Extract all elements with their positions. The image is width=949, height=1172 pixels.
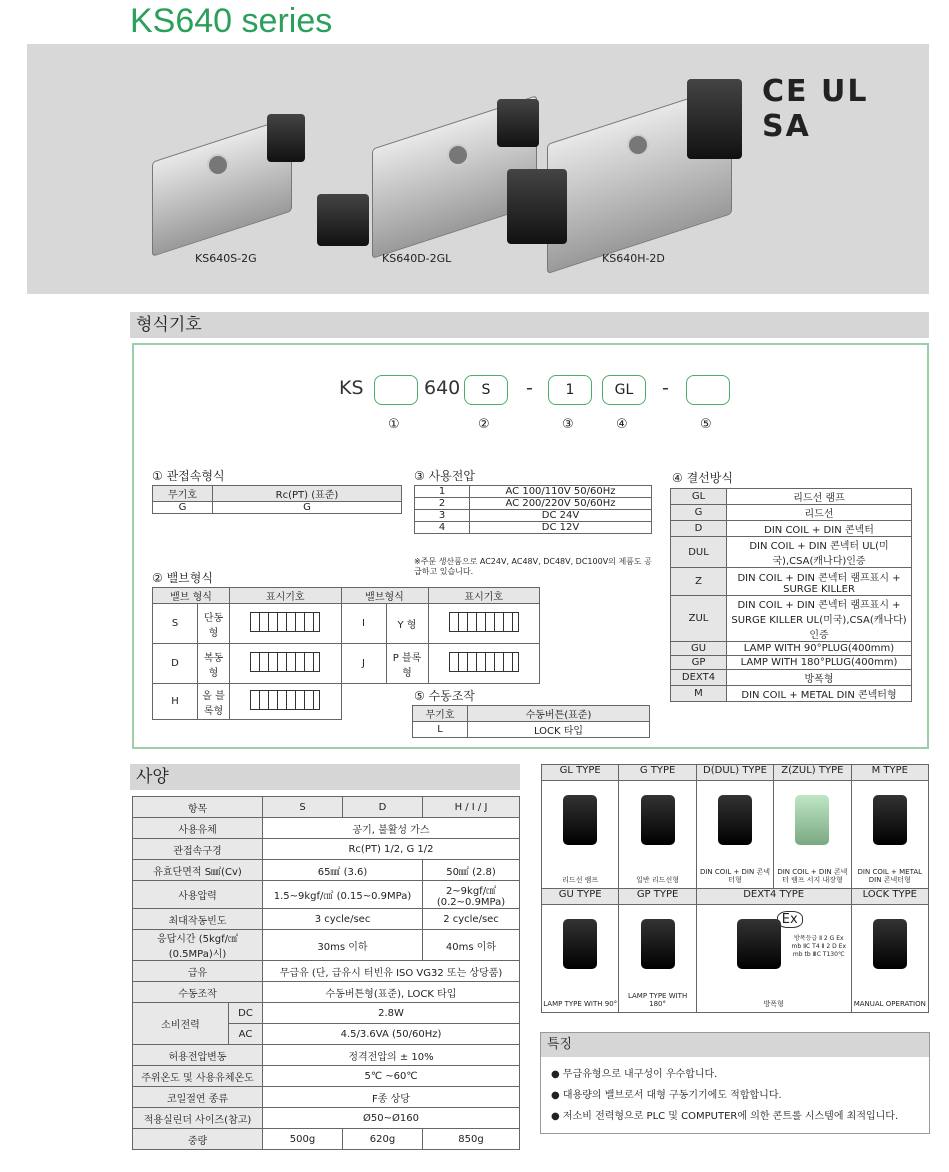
cell: 표시기호 — [230, 588, 342, 604]
cell: DC 12V — [470, 522, 652, 534]
din-coil-icon — [718, 795, 752, 845]
cell: 1 — [415, 486, 470, 498]
product-label-2: KS640D-2GL — [382, 252, 452, 265]
type-caption: 일반 리드선형 — [636, 876, 679, 884]
feature-item: ● 저소비 전력형으로 PLC 및 COMPUTER에 의한 콘트롤 시스템에 최적입니다. — [551, 1111, 899, 1122]
cell: DEXT4 TYPE — [696, 889, 851, 905]
code-slot-5 — [686, 375, 730, 405]
cell: 리드선 램프 — [727, 489, 912, 505]
cell: AC — [229, 1024, 263, 1045]
cell: 50㎟ (2.8) — [423, 860, 520, 881]
gp-coil-icon — [641, 919, 675, 969]
section-header-spec: 사양 — [130, 764, 520, 790]
code-dash: - — [526, 377, 533, 399]
cell: 2.8W — [263, 1003, 520, 1024]
cell: 급유 — [133, 961, 263, 982]
g-coil-icon — [641, 795, 675, 845]
section-header-model: 형식기호 — [130, 312, 929, 338]
cell: Rc(PT) 1/2, G 1/2 — [263, 839, 520, 860]
dext4-rating: 방폭등급 Ⅱ 2 G Ex mb ⅡC T4 Ⅱ 2 D Ex mb tb ⅢC T130℃ — [791, 935, 847, 958]
code-num-2: ② — [478, 417, 490, 432]
cell: DIN COIL + DIN 콘넥터 — [727, 521, 912, 537]
cell: M TYPE — [851, 765, 928, 781]
type-caption: LAMP TYPE WITH 90° — [543, 1000, 618, 1008]
cell: GP TYPE — [619, 889, 696, 905]
cell: DIN COIL + DIN 콘넥터 UL(미국),CSA(캐나다)인증 — [727, 537, 912, 568]
cell: GU — [671, 642, 727, 656]
type-caption: LAMP TYPE WITH 180° — [627, 992, 688, 1008]
cell: 최대작동빈도 — [133, 909, 263, 930]
cell: 40ms 이하 — [423, 930, 520, 961]
coil-image — [267, 114, 305, 162]
cell: 4 — [415, 522, 470, 534]
cell: Y 형 — [386, 604, 428, 644]
cell: 정격전압의 ± 10% — [263, 1045, 520, 1066]
cell: 620g — [343, 1129, 423, 1150]
cell: 3 — [415, 510, 470, 522]
cell: 밸브 형식 — [153, 588, 230, 604]
product-banner — [27, 44, 929, 294]
coil-image — [497, 99, 539, 147]
cell: 무급유 (단, 급유시 터빈유 ISO VG32 또는 상당품) — [263, 961, 520, 982]
valve-symbol-icon — [250, 612, 320, 632]
cell: DUL — [671, 537, 727, 568]
code-num-5: ⑤ — [700, 417, 712, 432]
cell: 1.5~9kgf/㎠ (0.15~0.9MPa) — [263, 881, 423, 909]
gu-coil-icon — [563, 919, 597, 969]
voltage-table — [414, 485, 652, 534]
manual-table — [412, 705, 650, 738]
cell: D — [671, 521, 727, 537]
cell: G — [153, 502, 213, 514]
cell: 2~9kgf/㎠ (0.2~0.9MPa) — [423, 881, 520, 909]
cell: 단동형 — [198, 604, 230, 644]
cell: GP — [671, 656, 727, 670]
product-label-1: KS640S-2G — [195, 252, 257, 265]
gl-coil-icon — [563, 795, 597, 845]
cell: 30ms 이하 — [263, 930, 423, 961]
cell: 무기호 — [413, 706, 468, 722]
lock-coil-icon — [873, 919, 907, 969]
type-caption: DIN COIL + DIN 콘넥터 램프 서지 내장형 — [777, 868, 848, 884]
cell: 수동버튼(표준) — [468, 706, 650, 722]
features-box — [540, 1032, 930, 1134]
type-caption: 방폭형 — [763, 1000, 784, 1008]
cell: 500g — [263, 1129, 343, 1150]
cell: 65㎟ (3.6) — [263, 860, 423, 881]
cell: L — [413, 722, 468, 738]
manual-title: ⑤ 수동조작 — [414, 689, 475, 703]
cell: 수동버튼형(표준), LOCK 타입 — [263, 982, 520, 1003]
cell: 코일절연 종류 — [133, 1087, 263, 1108]
cell: 2 cycle/sec — [423, 909, 520, 930]
valve-title: ② 밸브형식 — [152, 571, 213, 585]
cell: 표시기호 — [428, 588, 540, 604]
cell: 주위온도 및 사용유체온도 — [133, 1066, 263, 1087]
cell: 3 cycle/sec — [263, 909, 423, 930]
cell: D — [153, 644, 198, 684]
cell: AC 200/220V 50/60Hz — [470, 498, 652, 510]
code-prefix: KS — [339, 377, 364, 399]
cell: S — [263, 797, 343, 818]
dext4-coil-icon — [737, 919, 781, 969]
feature-item: ● 대용량의 밸브로서 대형 구동기기에도 적합합니다. — [551, 1090, 782, 1101]
cell: 허용전압변동 — [133, 1045, 263, 1066]
cell: 밸브형식 — [341, 588, 428, 604]
cell: 4.5/3.6VA (50/60Hz) — [263, 1024, 520, 1045]
valve-table — [152, 587, 540, 720]
cell: LAMP WITH 180°PLUG(400mm) — [727, 656, 912, 670]
cell: DIN COIL + DIN 콘넥터 램프표시 + SURGE KILLER — [727, 568, 912, 596]
cell: DC — [229, 1003, 263, 1024]
coil-image — [507, 169, 567, 244]
port-icon — [447, 144, 469, 166]
code-slot-3: 1 — [548, 375, 592, 405]
cell: LAMP WITH 90°PLUG(400mm) — [727, 642, 912, 656]
cell: J — [341, 644, 386, 684]
wiring-title: ④ 결선방식 — [672, 471, 733, 485]
page-title: KS640 series — [130, 2, 333, 40]
code-num-4: ④ — [616, 417, 628, 432]
cell: 응답시간 (5kgf/㎠ (0.5MPa)시) — [133, 930, 263, 961]
cell: 사용압력 — [133, 881, 263, 909]
conn-title: ① 관접속형식 — [152, 469, 225, 483]
z-coil-icon — [795, 795, 829, 845]
voltage-note: ※주문 생산품으로 AC24V, AC48V, DC48V, DC100V의 제품도 공급하고 있습니다. — [414, 557, 652, 576]
cell: 리드선 — [727, 505, 912, 521]
cell: LOCK 타입 — [468, 722, 650, 738]
cell: GU TYPE — [542, 889, 619, 905]
cell: GL — [671, 489, 727, 505]
cell: 소비전력 — [133, 1003, 229, 1045]
cell: 방폭형 — [727, 670, 912, 686]
coil-image — [687, 79, 742, 159]
cell: 850g — [423, 1129, 520, 1150]
cell: D — [343, 797, 423, 818]
cell: 유효단면적 S㎟(Cv) — [133, 860, 263, 881]
cell: 올 블록형 — [198, 684, 230, 720]
cell: GL TYPE — [542, 765, 619, 781]
type-caption: DIN COIL + METAL DIN 콘넥터형 — [857, 868, 923, 884]
valve-symbol-icon — [449, 612, 519, 632]
cell: G — [213, 502, 402, 514]
spec-table — [132, 796, 520, 1150]
cell: 5℃ ~60℃ — [263, 1066, 520, 1087]
cell: 복동형 — [198, 644, 230, 684]
product-label-3: KS640H-2D — [602, 252, 665, 265]
cell: 사용유체 — [133, 818, 263, 839]
cell: S — [153, 604, 198, 644]
type-caption: MANUAL OPERATION — [853, 1000, 926, 1008]
code-num-1: ① — [388, 417, 400, 432]
feature-item: ● 무급유형으로 내구성이 우수합니다. — [551, 1069, 718, 1080]
code-slot-2: S — [464, 375, 508, 405]
valve-symbol-icon — [449, 652, 519, 672]
cell: 적용실린더 사이즈(참고) — [133, 1108, 263, 1129]
ex-icon: Ex — [777, 911, 803, 928]
port-icon — [627, 134, 649, 156]
voltage-title: ③ 사용전압 — [414, 469, 475, 483]
coil-types-table — [541, 764, 929, 1013]
cell: M — [671, 686, 727, 702]
code-slot-1 — [374, 375, 418, 405]
cell: Rc(PT) (표준) — [213, 486, 402, 502]
cell: 중량 — [133, 1129, 263, 1150]
cell: 관접속구경 — [133, 839, 263, 860]
cell: 2 — [415, 498, 470, 510]
code-dash: - — [662, 377, 669, 399]
cell: H — [153, 684, 198, 720]
cell: F종 상당 — [263, 1087, 520, 1108]
port-icon — [207, 154, 229, 176]
cell: 무기호 — [153, 486, 213, 502]
cell: 공기, 불활성 가스 — [263, 818, 520, 839]
wiring-table — [670, 488, 912, 702]
type-caption: 리드선 램프 — [562, 876, 599, 884]
cell: DIN COIL + DIN 콘넥터 램프표시 + SURGE KILLER UL(미국),CSA(캐나다)인증 — [727, 596, 912, 642]
type-caption: DIN COIL + DIN 콘넥터형 — [699, 868, 770, 884]
cell: ZUL — [671, 596, 727, 642]
cell: AC 100/110V 50/60Hz — [470, 486, 652, 498]
cell: Ø50~Ø160 — [263, 1108, 520, 1129]
code-num-3: ③ — [562, 417, 574, 432]
cell: DEXT4 — [671, 670, 727, 686]
valve-symbol-icon — [250, 690, 320, 710]
cell: P 블록형 — [386, 644, 428, 684]
features-title: 특징 — [541, 1033, 929, 1057]
cell: G TYPE — [619, 765, 696, 781]
cell: DC 24V — [470, 510, 652, 522]
coil-image — [317, 194, 369, 246]
code-mid: 640 — [424, 377, 461, 399]
model-code-panel — [132, 343, 929, 749]
cell: G — [671, 505, 727, 521]
cell: D(DUL) TYPE — [696, 765, 773, 781]
cell: 항목 — [133, 797, 263, 818]
valve-symbol-icon — [250, 652, 320, 672]
cell: LOCK TYPE — [851, 889, 928, 905]
m-coil-icon — [873, 795, 907, 845]
certification-logos: CE UL SA — [762, 74, 869, 144]
cell: H / I / J — [423, 797, 520, 818]
cell: DIN COIL + METAL DIN 콘넥터형 — [727, 686, 912, 702]
code-slot-4: GL — [602, 375, 646, 405]
cell: 수동조작 — [133, 982, 263, 1003]
cell: Z(ZUL) TYPE — [774, 765, 851, 781]
cell: I — [341, 604, 386, 644]
conn-table — [152, 485, 402, 514]
cell: Z — [671, 568, 727, 596]
